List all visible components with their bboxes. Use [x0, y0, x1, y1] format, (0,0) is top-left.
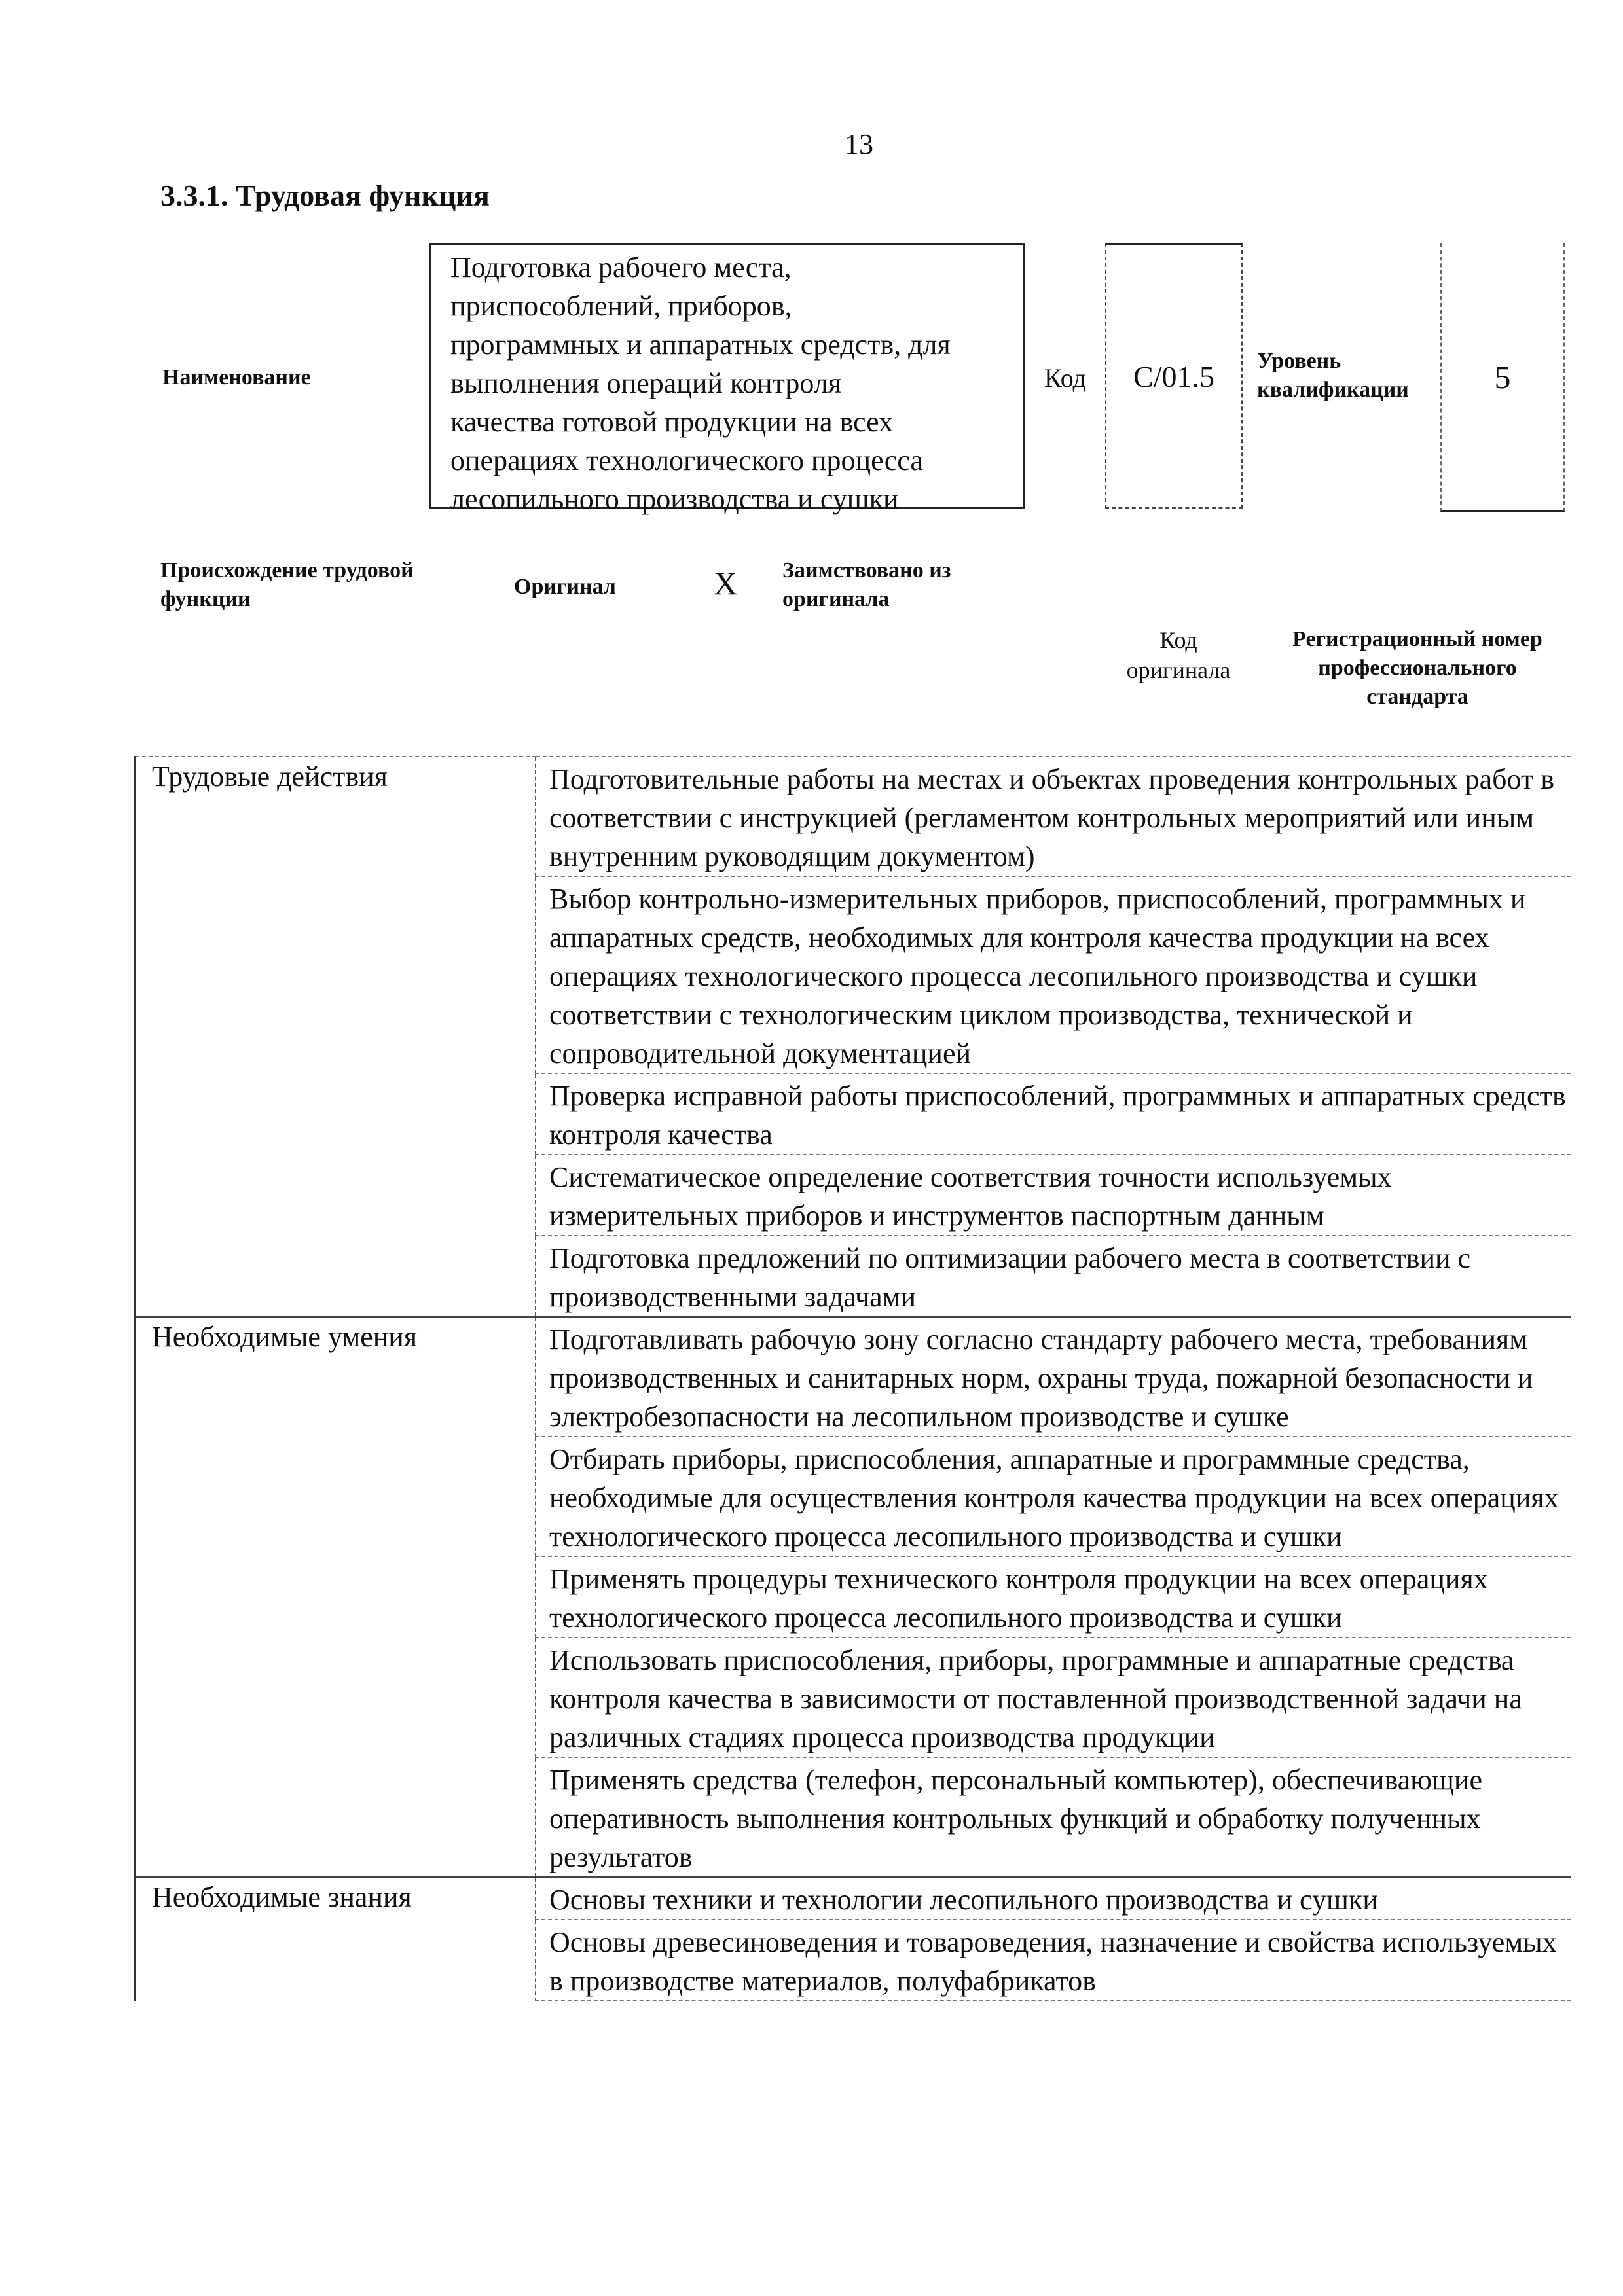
- function-table: [134, 756, 1571, 2001]
- original-label: Оригинал: [514, 575, 616, 599]
- level-value: 5: [1494, 358, 1511, 395]
- table-cell: Применять процедуры технического контроля продукции на всех операциях технологического процесса лесопильного производства и сушки: [536, 1556, 1571, 1638]
- original-code-line: Код: [1159, 627, 1197, 653]
- original-mark: X: [714, 565, 738, 601]
- reg-number-line: Регистрационный номер: [1292, 627, 1542, 651]
- level-value-box: [1440, 243, 1565, 512]
- table-cell: Подготовка предложений по оптимизации рабочего места в соответствии с производственными задачами: [536, 1236, 1571, 1317]
- level-label-line: Уровень: [1257, 349, 1341, 373]
- reg-number-line: стандарта: [1366, 685, 1468, 709]
- borrowed-label-line: оригинала: [782, 587, 890, 611]
- function-name-line: программных и аппаратных средств, для: [450, 329, 951, 361]
- origin-label: [160, 556, 414, 614]
- table-cell: Основы техники и технологии лесопильного производства и сушки: [536, 1877, 1571, 1920]
- original-code-line: оригинала: [1126, 657, 1231, 683]
- origin-label-line: функции: [160, 587, 251, 611]
- table-row: [135, 1877, 1571, 1920]
- code-value-box: [1105, 243, 1243, 509]
- level-label: [1257, 347, 1409, 404]
- category-cell: Трудовые действия: [135, 757, 536, 1317]
- table-cell: Подготавливать рабочую зону согласно стандарту рабочего места, требованиям производственных и санитарных норм, охраны труда, пожарной безопасности и электробезопасности на лесопильном производстве и сушке: [536, 1317, 1571, 1437]
- table-cell: Основы древесиноведения и товароведения, назначение и свойства используемых в производстве материалов, полуфабрикатов: [536, 1920, 1571, 2001]
- original-code-label: [1106, 625, 1250, 685]
- table-cell: Подготовительные работы на местах и объектах проведения контрольных работ в соответствии с инструкцией (регламентом контрольных мероприятий или иным внутренним руководящим документом): [536, 757, 1571, 876]
- function-name-line: выполнения операций контроля: [450, 367, 841, 399]
- code-value: C/01.5: [1133, 359, 1214, 393]
- name-label: Наименование: [162, 365, 311, 389]
- category-cell: Необходимые знания: [135, 1877, 536, 2001]
- table-cell: Выбор контрольно-измерительных приборов, приспособлений, программных и аппаратных средств, необходимых для контроля качества продукции на всех операциях технологического процесса лесопильного производства и сушки соответствии с технологическим циклом производства, технической и сопроводительной документацией: [536, 876, 1571, 1073]
- function-name-line: лесопильного производства и сушки: [450, 483, 899, 515]
- table-cell: Использовать приспособления, приборы, программные и аппаратные средства контроля качества в зависимости от поставленной производственной задачи на различных стадиях процесса производства продукции: [536, 1638, 1571, 1757]
- category-cell: Необходимые умения: [135, 1317, 536, 1877]
- reg-number-line: профессионального: [1318, 656, 1517, 680]
- function-name-line: качества готовой продукции на всех: [450, 406, 894, 438]
- table-cell: Проверка исправной работы приспособлений, программных и аппаратных средств контроля качества: [536, 1073, 1571, 1155]
- level-label-line: квалификации: [1257, 378, 1409, 402]
- table-row: [135, 1317, 1571, 1437]
- reg-number-label: [1264, 625, 1571, 711]
- function-name-line: Подготовка рабочего места,: [450, 251, 792, 283]
- code-label: Код: [1044, 363, 1086, 393]
- table-row: [135, 757, 1571, 876]
- borrowed-label: [782, 556, 951, 614]
- table-cell: Отбирать приборы, приспособления, аппаратные и программные средства, необходимые для осуществления контроля качества продукции на всех операциях технологического процесса лесопильного производства и сушки: [536, 1437, 1571, 1556]
- table-cell: Систематическое определение соответствия точности используемых измерительных приборов и инструментов паспортным данным: [536, 1155, 1571, 1236]
- page-number: 13: [845, 128, 873, 160]
- origin-label-line: Происхождение трудовой: [160, 558, 414, 583]
- function-name-box: [429, 243, 1025, 515]
- section-title: 3.3.1. Трудовая функция: [160, 179, 490, 212]
- table-cell: Применять средства (телефон, персональный компьютер), обеспечивающие оперативность выполнения контрольных функций и обработку полученных результатов: [536, 1757, 1571, 1877]
- function-name-line: операциях технологического процесса: [450, 444, 923, 476]
- borrowed-label-line: Заимствовано из: [782, 558, 951, 583]
- function-name-line: приспособлений, приборов,: [450, 290, 792, 322]
